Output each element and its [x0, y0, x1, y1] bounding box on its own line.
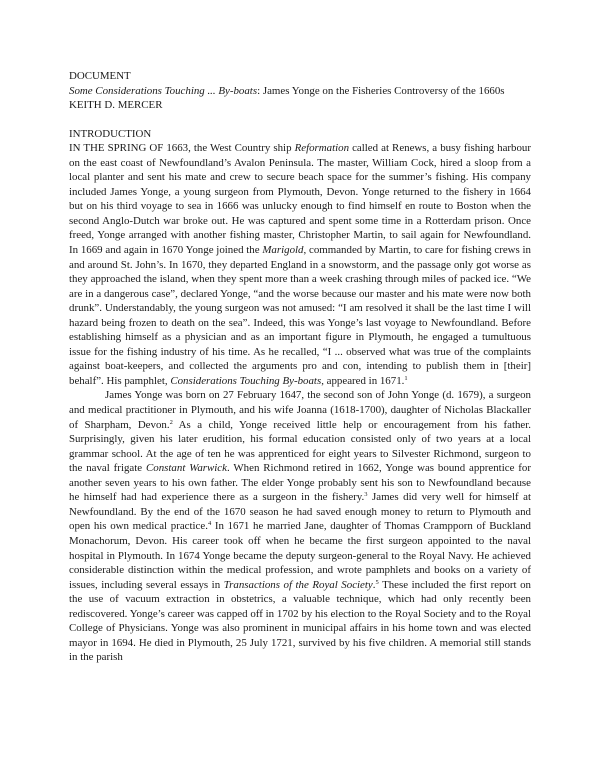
text-run: James did very well for himself at Newfoundland. By the end of the 1670 season he had saved enough money to return to Plymouth and open his own medical practice. [69, 491, 531, 533]
spacer [69, 113, 531, 127]
journal-title: Transactions of the Royal Society [223, 578, 373, 591]
text-run: . [372, 578, 376, 591]
text-run: called at Renews, a busy fishing harbour on the east coast of Newfoundland’s Avalon Peninsula. The master, William Cock, hired a sloop from a local planter and sent his mate and crew to secure beach space for the summer’s fishing. His company included James Yonge, a young surgeon from Plymouth, Devon. Yonge returned to the fishery in 1664 but on his third voyage to sea in 1666 was unlucky enough to find himself en route to Boston when the second Anglo-Dutch war broke out. He was captured and spent some time in a Rotterdam prison. Once freed, Yonge arranged with another fishing master, Christopher Martin, to sail again for Newfoundland. In 1669 and again in 1670 Yonge joined the [69, 142, 531, 257]
ship-name: Reformation [294, 142, 350, 155]
article-title-italic: Some Considerations Touching ... By-boats [69, 84, 258, 97]
text-run: , appeared in 1671. [321, 374, 405, 387]
paragraph-2 [69, 388, 531, 664]
pamphlet-title: Considerations Touching By-boats [170, 374, 322, 387]
ship-name: Constant Warwick [146, 462, 227, 475]
footnote-ref[interactable]: 2 [169, 418, 173, 426]
footnote-ref[interactable]: 4 [207, 520, 212, 528]
document-label: DOCUMENT [69, 70, 131, 82]
article-title [69, 84, 531, 99]
section-heading: INTRODUCTION [69, 127, 152, 140]
author-name: KEITH D. MERCER [69, 99, 163, 112]
footnote-ref[interactable]: 5 [375, 578, 379, 586]
text-run: In 1671 he married Jane, daughter of Thomas Crampporn of Buckland Monachorum, Devon. His career took off when he became the first surgeon appointed to the naval hospital in Plymouth. In 1674 Yonge became the deputy surgeon-general to the Royal Navy. He achieved considerable distinction within the medical profession, and wrote pamphlets and books on a variety of issues, including several essays in [69, 520, 531, 591]
text-run: IN THE SPRING OF 1663, the West Country ship [69, 142, 295, 155]
footnote-ref[interactable]: 3 [364, 491, 368, 499]
text-run: . When Richmond retired in 1662, Yonge was bound apprentice for another seven years to his own father. The elder Yonge probably sent his son to Newfoundland because he himself had had experience there as a surgeon in the fishery. [69, 462, 531, 504]
text-run: These included the first report on the use of vacuum extraction in obstetrics, a valuable technique, which had only recently been rediscovered. Yonge’s career was capped off in 1702 by his election to the Royal Society and to the Royal College of Physicians. Yonge was also prominent in municipal affairs in his home town and was elected mayor in 1694. He died in Plymouth, 25 July 1721, survived by his five children. A memorial still stands in the parish [69, 578, 531, 664]
text-run: , commanded by Martin, to care for fishing crews in and around St. John’s. In 1670, they departed England in a snowstorm, and the passage only got worse as they approached the island, when they spent more than a week crashing through miles of packed ice. “We are in a dangerous case”, declared Yonge, “and the worse because our master and his mate were now both drunk”. Understandably, the young surgeon was not amused: “I am resolved it shall be the last time I will hazard being frozen to death on the sea”. Indeed, this was Yonge’s last voyage to Newfoundland. Before establishing himself as a physician and as an important figure in Plymouth, he engaged a tumultuous issue for the fishing industry of his time. As he recalled, “I ... observed what was true of the complaints against boat-keepers, and collected the arguments pro and con, intending to publish them in [their] behalf”. His pamphlet, [69, 244, 532, 387]
article-title-rest: : James Yonge on the Fisheries Controversy of the 1660s [257, 84, 505, 97]
text-run: James Yonge was born on 27 February 1647, the second son of John Yonge (d. 1679), a surgeon and medical practitioner in Plymouth, and his wife Joanna (1618-1700), daughter of Nicholas Blackaller of Sharpham, Devon. [69, 389, 531, 431]
paragraph-1 [69, 141, 531, 388]
ship-name: Marigold [262, 244, 304, 257]
text-run: As a child, Yonge received little help or encouragement from his father. Surprisingly, given his later erudition, his formal education consisted only of two years at a local grammar school. At the age of ten he was apprenticed for eight years to Silvester Richmond, surgeon to the naval frigate [69, 418, 532, 475]
footnote-ref[interactable]: 1 [404, 374, 408, 382]
document-body [69, 69, 531, 665]
